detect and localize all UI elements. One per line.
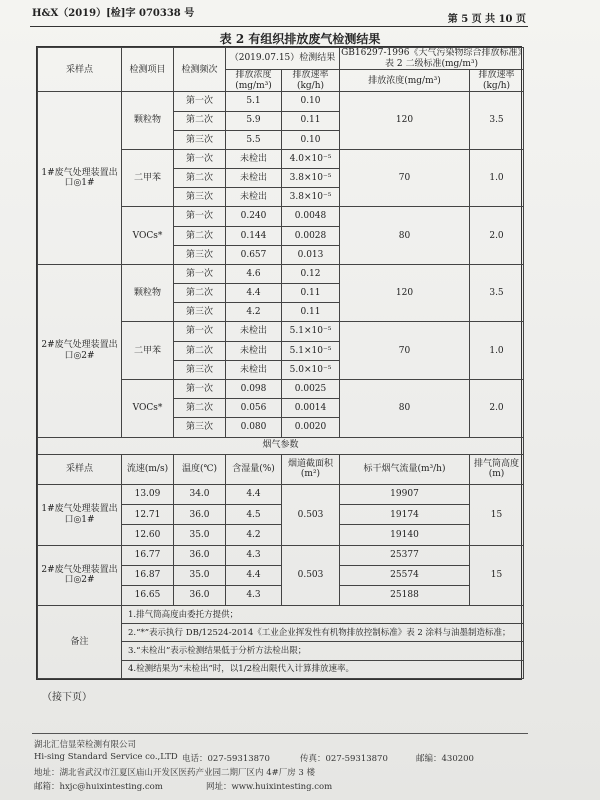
concentration-cell: 4.2 — [226, 303, 282, 322]
standard-rate-cell: 2.0 — [470, 207, 524, 265]
rate-cell: 0.0048 — [282, 207, 340, 226]
standard-rate-cell: 3.5 — [470, 264, 524, 322]
rate-cell: 0.0014 — [282, 399, 340, 418]
pollutant-name-cell: 颗粒物 — [122, 92, 174, 150]
header-concentration: 排放浓度(mg/m³) — [226, 70, 282, 92]
note-line: 3.“未检出”表示检测结果低于分析方法检出限； — [122, 642, 524, 660]
rate-cell: 4.0×10⁻⁵ — [282, 149, 340, 168]
pollutant-name-cell: 颗粒物 — [122, 264, 174, 322]
flue-header-moisture: 含湿量(%) — [226, 454, 282, 484]
standard-rate-cell: 1.0 — [470, 149, 524, 207]
pollutant-name-cell: VOCs* — [122, 379, 174, 437]
frequency-cell: 第三次 — [174, 418, 226, 437]
flow-velocity-cell: 16.65 — [122, 585, 174, 605]
frequency-cell: 第一次 — [174, 207, 226, 226]
header-test-item: 检测项目 — [122, 48, 174, 92]
frequency-cell: 第一次 — [174, 92, 226, 111]
table-row — [38, 437, 524, 454]
standard-rate-cell: 2.0 — [470, 379, 524, 437]
pollutant-name-cell: 二甲苯 — [122, 322, 174, 380]
stack-height-cell: 15 — [470, 484, 524, 545]
table-row — [38, 484, 524, 504]
flow-velocity-cell: 13.09 — [122, 484, 174, 504]
standard-flow-cell: 19907 — [340, 484, 470, 504]
temperature-cell: 36.0 — [174, 505, 226, 525]
rate-cell: 3.8×10⁻⁵ — [282, 169, 340, 188]
footer-company-en: Hi-sing Standard Service co.,LTD — [34, 752, 178, 762]
frequency-cell: 第三次 — [174, 360, 226, 379]
frequency-cell: 第二次 — [174, 341, 226, 360]
header-rate: 排放速率(kg/h) — [282, 70, 340, 92]
results-table-body — [38, 48, 524, 679]
frequency-cell: 第二次 — [174, 399, 226, 418]
outlet-name-cell: 1#废气处理装置出口◎1# — [38, 92, 122, 265]
frequency-cell: 第一次 — [174, 322, 226, 341]
moisture-cell: 4.3 — [226, 585, 282, 605]
standard-concentration-cell: 80 — [340, 207, 470, 265]
standard-flow-cell: 19140 — [340, 525, 470, 545]
concentration-cell: 未检出 — [226, 149, 282, 168]
notes-label-cell: 备注 — [38, 606, 122, 679]
report-number: H&X（2019）[检]字 070338 号 — [32, 8, 195, 19]
pollutant-name-cell: VOCs* — [122, 207, 174, 265]
moisture-cell: 4.3 — [226, 545, 282, 565]
moisture-cell: 4.4 — [226, 565, 282, 585]
standard-concentration-cell: 120 — [340, 264, 470, 322]
duct-area-cell: 0.503 — [282, 484, 340, 545]
footer-phone: 电话：027-59313870 — [182, 754, 270, 764]
footer-rule — [32, 733, 528, 734]
rate-cell: 5.1×10⁻⁵ — [282, 341, 340, 360]
note-line: 1.排气筒高度由委托方提供； — [122, 606, 524, 624]
continued-label: （接下页） — [42, 692, 92, 703]
concentration-cell: 未检出 — [226, 188, 282, 207]
header-date-result: （2019.07.15）检测结果 — [226, 48, 340, 70]
moisture-cell: 4.5 — [226, 505, 282, 525]
frequency-cell: 第二次 — [174, 111, 226, 130]
table-row — [38, 606, 524, 624]
frequency-cell: 第一次 — [174, 379, 226, 398]
flue-section-title: 烟气参数 — [38, 437, 524, 454]
frequency-cell: 第三次 — [174, 245, 226, 264]
temperature-cell: 35.0 — [174, 565, 226, 585]
standard-concentration-cell: 70 — [340, 149, 470, 207]
concentration-cell: 5.5 — [226, 130, 282, 149]
table-row — [38, 48, 524, 70]
page-indicator: 第 5 页 共 10 页 — [447, 14, 526, 25]
footer-fax: 传真：027-59313870 — [300, 754, 388, 764]
flue-header-std-flow: 标干烟气流量(m³/h) — [340, 454, 470, 484]
header-std-rate: 排放速率(kg/h) — [470, 70, 524, 92]
moisture-cell: 4.2 — [226, 525, 282, 545]
concentration-cell: 未检出 — [226, 341, 282, 360]
concentration-cell: 5.9 — [226, 111, 282, 130]
rate-cell: 0.0028 — [282, 226, 340, 245]
rate-cell: 0.12 — [282, 264, 340, 283]
concentration-cell: 0.080 — [226, 418, 282, 437]
standard-flow-cell: 19174 — [340, 505, 470, 525]
frequency-cell: 第二次 — [174, 169, 226, 188]
concentration-cell: 0.240 — [226, 207, 282, 226]
flow-velocity-cell: 16.77 — [122, 545, 174, 565]
concentration-cell: 未检出 — [226, 360, 282, 379]
flue-header-point: 采样点 — [38, 454, 122, 484]
standard-flow-cell: 25377 — [340, 545, 470, 565]
header-std-concentration: 排放浓度(mg/m³) — [340, 70, 470, 92]
temperature-cell: 36.0 — [174, 585, 226, 605]
table-row — [38, 92, 524, 111]
results-table-frame — [36, 46, 522, 680]
table-row — [38, 545, 524, 565]
concentration-cell: 0.657 — [226, 245, 282, 264]
note-line: 4.检测结果为“未检出”时，以1/2检出限代入计算排放速率。 — [122, 660, 524, 678]
standard-rate-cell: 3.5 — [470, 92, 524, 150]
flue-header-height: 排气筒高度(m) — [470, 454, 524, 484]
flow-velocity-cell: 16.87 — [122, 565, 174, 585]
footer-postcode: 邮编：430200 — [416, 754, 474, 764]
temperature-cell: 35.0 — [174, 525, 226, 545]
header-frequency: 检测频次 — [174, 48, 226, 92]
flow-velocity-cell: 12.60 — [122, 525, 174, 545]
standard-flow-cell: 25188 — [340, 585, 470, 605]
table-row — [38, 454, 524, 484]
frequency-cell: 第三次 — [174, 188, 226, 207]
rate-cell: 0.0025 — [282, 379, 340, 398]
footer-website: 网址：www.huixintesting.com — [206, 782, 333, 792]
concentration-cell: 未检出 — [226, 169, 282, 188]
concentration-cell: 4.6 — [226, 264, 282, 283]
concentration-cell: 4.4 — [226, 284, 282, 303]
rate-cell: 3.8×10⁻⁵ — [282, 188, 340, 207]
flue-header-temp: 温度(℃) — [174, 454, 226, 484]
note-line: 2.“*”表示执行 DB/12524-2014《工业企业挥发性有机物排放控制标准》表 2 涂料与油墨制造标准； — [122, 624, 524, 642]
rate-cell: 5.1×10⁻⁵ — [282, 322, 340, 341]
rate-cell: 0.10 — [282, 92, 340, 111]
concentration-cell: 0.056 — [226, 399, 282, 418]
footer-email: 邮箱：hxjc@huixintesting.com — [34, 782, 163, 792]
frequency-cell: 第一次 — [174, 264, 226, 283]
frequency-cell: 第二次 — [174, 284, 226, 303]
flow-velocity-cell: 12.71 — [122, 505, 174, 525]
footer-company-cn: 湖北汇信显荣检测有限公司 — [34, 740, 137, 750]
concentration-cell: 未检出 — [226, 322, 282, 341]
flue-outlet-name-cell: 1#废气处理装置出口◎1# — [38, 484, 122, 545]
temperature-cell: 34.0 — [174, 484, 226, 504]
table-title: 表 2 有组织排放废气检测结果 — [219, 32, 381, 46]
standard-concentration-cell: 120 — [340, 92, 470, 150]
concentration-cell: 5.1 — [226, 92, 282, 111]
rate-cell: 0.11 — [282, 303, 340, 322]
moisture-cell: 4.4 — [226, 484, 282, 504]
table-row — [38, 264, 524, 283]
header-sampling-point: 采样点 — [38, 48, 122, 92]
standard-concentration-cell: 70 — [340, 322, 470, 380]
flue-header-flow: 流速(m/s) — [122, 454, 174, 484]
rate-cell: 0.013 — [282, 245, 340, 264]
standard-flow-cell: 25574 — [340, 565, 470, 585]
pollutant-name-cell: 二甲苯 — [122, 149, 174, 207]
flue-header-area: 烟道截面积(m²) — [282, 454, 340, 484]
concentration-cell: 0.098 — [226, 379, 282, 398]
rate-cell: 0.11 — [282, 111, 340, 130]
rate-cell: 0.11 — [282, 284, 340, 303]
concentration-cell: 0.144 — [226, 226, 282, 245]
flue-outlet-name-cell: 2#废气处理装置出口◎2# — [38, 545, 122, 606]
temperature-cell: 36.0 — [174, 545, 226, 565]
frequency-cell: 第三次 — [174, 130, 226, 149]
results-table — [37, 47, 524, 679]
duct-area-cell: 0.503 — [282, 545, 340, 606]
rate-cell: 5.0×10⁻⁵ — [282, 360, 340, 379]
frequency-cell: 第二次 — [174, 226, 226, 245]
stack-height-cell: 15 — [470, 545, 524, 606]
outlet-name-cell: 2#废气处理装置出口◎2# — [38, 264, 122, 437]
rate-cell: 0.0020 — [282, 418, 340, 437]
footer-address: 地址：湖北省武汉市江夏区庙山开发区医药产业园二期厂区内 4#厂房 3 楼 — [34, 768, 316, 778]
header-rule — [30, 26, 528, 27]
standard-concentration-cell: 80 — [340, 379, 470, 437]
frequency-cell: 第一次 — [174, 149, 226, 168]
standard-rate-cell: 1.0 — [470, 322, 524, 380]
header-standard: GB16297-1996《大气污染物综合排放标准》表 2 二级标准(mg/m³) — [341, 48, 522, 69]
frequency-cell: 第三次 — [174, 303, 226, 322]
rate-cell: 0.10 — [282, 130, 340, 149]
